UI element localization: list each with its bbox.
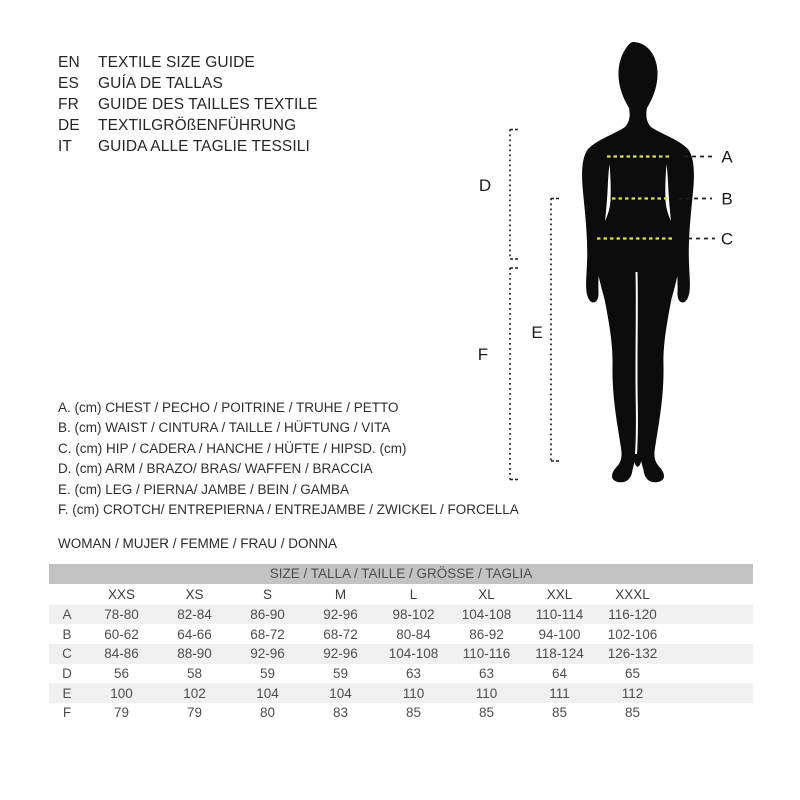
row-label: E bbox=[49, 683, 85, 703]
size-labels-row bbox=[49, 584, 753, 605]
cell: 63 bbox=[478, 666, 495, 682]
cell: 64 bbox=[551, 666, 568, 682]
cell: 83 bbox=[332, 705, 349, 721]
cell: 82-84 bbox=[158, 605, 231, 625]
cell: 86-92 bbox=[469, 626, 504, 642]
table-row-arm bbox=[49, 664, 753, 684]
arm-measure-line bbox=[479, 130, 518, 260]
lang-row-es bbox=[58, 73, 318, 94]
size-col-xxs: XXS bbox=[107, 586, 135, 602]
guide-title: GUIDE DES TAILLES TEXTILE bbox=[98, 96, 318, 113]
cell: 118-124 bbox=[523, 644, 596, 664]
cell: 111 bbox=[523, 683, 596, 703]
cell: 110 bbox=[377, 683, 450, 703]
cell: 94-100 bbox=[538, 626, 581, 642]
cell: 59 bbox=[259, 666, 276, 682]
cell: 86-90 bbox=[231, 605, 304, 625]
cell: 110-114 bbox=[523, 605, 596, 625]
cell: 85 bbox=[478, 705, 495, 721]
cell: 104 bbox=[231, 683, 304, 703]
guide-title: TEXTILGRÖßENFÜHRUNG bbox=[98, 117, 297, 134]
cell: 92-96 bbox=[231, 644, 304, 664]
cell: 100 bbox=[85, 683, 158, 703]
row-label: C bbox=[49, 644, 85, 664]
cell: 110-116 bbox=[450, 644, 523, 664]
cell: 65 bbox=[624, 666, 641, 682]
cell: 84-86 bbox=[85, 644, 158, 664]
cell: 104 bbox=[304, 683, 377, 703]
cell: 68-72 bbox=[250, 626, 285, 642]
legend-item-arm: D. (cm) ARM / BRAZO/ BRAS/ WAFFEN / BRACCIA bbox=[58, 461, 373, 477]
lang-code: FR bbox=[58, 96, 79, 113]
measure-label-d: D bbox=[478, 176, 492, 195]
cell: 85 bbox=[405, 705, 422, 721]
group-title-woman: WOMAN / MUJER / FEMME / FRAU / DONNA bbox=[58, 536, 337, 551]
lang-row-en bbox=[58, 52, 318, 73]
cell: 68-72 bbox=[323, 626, 358, 642]
cell: 60-62 bbox=[104, 626, 139, 642]
measure-label-f: F bbox=[477, 345, 489, 364]
cell: 58 bbox=[186, 666, 203, 682]
measure-label-c: C bbox=[720, 229, 734, 249]
legend-item-chest: A. (cm) CHEST / PECHO / POITRINE / TRUHE / PETTO bbox=[58, 400, 399, 415]
lang-code: IT bbox=[58, 138, 72, 155]
cell: 116-120 bbox=[596, 605, 669, 625]
lang-row-de bbox=[58, 115, 318, 136]
measure-label-a: A bbox=[721, 147, 733, 167]
size-col-xl: XL bbox=[478, 586, 495, 602]
legend-item-leg: E. (cm) LEG / PIERNA/ JAMBE / BEIN / GAMBA bbox=[58, 481, 350, 497]
legend-item-waist: B. (cm) WAIST / CINTURA / TAILLE / HÜFTUNG / VITA bbox=[58, 420, 391, 436]
guide-title: TEXTILE SIZE GUIDE bbox=[98, 54, 255, 71]
table-row-waist bbox=[49, 624, 753, 644]
cell: 104-108 bbox=[450, 605, 523, 625]
cell: 59 bbox=[332, 666, 349, 682]
size-table bbox=[49, 564, 753, 723]
size-col-xxxl: XXXL bbox=[615, 586, 650, 602]
table-row-leg bbox=[49, 683, 753, 703]
guide-title: GUIDA ALLE TAGLIE TESSILI bbox=[98, 138, 310, 155]
size-col-xxl: XXL bbox=[546, 586, 573, 602]
row-label: F bbox=[62, 705, 72, 721]
measure-label-e: E bbox=[531, 323, 543, 342]
size-col-m: M bbox=[334, 586, 347, 602]
row-label: B bbox=[62, 626, 72, 642]
cell: 98-102 bbox=[377, 605, 450, 625]
cell: 112 bbox=[596, 683, 669, 703]
cell: 56 bbox=[113, 666, 130, 682]
cell: 64-66 bbox=[177, 626, 212, 642]
row-label: A bbox=[49, 605, 85, 625]
measure-legend bbox=[58, 398, 519, 520]
cell: 80-84 bbox=[396, 626, 431, 642]
lang-row-it bbox=[58, 136, 318, 157]
cell: 63 bbox=[405, 666, 422, 682]
size-col-l: L bbox=[409, 586, 418, 602]
cell: 104-108 bbox=[377, 644, 450, 664]
cell: 88-90 bbox=[158, 644, 231, 664]
lang-code: ES bbox=[58, 75, 79, 92]
cell: 102-106 bbox=[607, 626, 658, 642]
cell: 110 bbox=[450, 683, 523, 703]
leg-measure-line bbox=[531, 199, 559, 462]
row-label: D bbox=[62, 666, 72, 682]
table-row-chest bbox=[49, 605, 753, 625]
measure-label-b: B bbox=[721, 189, 733, 209]
table-header-row bbox=[49, 564, 753, 584]
cell: 79 bbox=[113, 705, 130, 721]
cell: 85 bbox=[624, 705, 641, 721]
language-title-list bbox=[58, 52, 318, 157]
lang-code: EN bbox=[58, 54, 80, 71]
cell: 126-132 bbox=[596, 644, 669, 664]
cell: 78-80 bbox=[85, 605, 158, 625]
woman-silhouette-icon bbox=[582, 42, 694, 482]
cell: 92-96 bbox=[304, 605, 377, 625]
table-row-crotch bbox=[49, 703, 753, 723]
legend-item-hip: C. (cm) HIP / CADERA / HANCHE / HÜFTE / HIPSD. (cm) bbox=[58, 440, 407, 456]
lang-row-fr bbox=[58, 94, 318, 115]
legend-item-crotch: F. (cm) CROTCH/ ENTREPIERNA / ENTREJAMBE / ZWICKEL / FORCELLA bbox=[58, 502, 519, 518]
cell: 79 bbox=[186, 705, 203, 721]
table-header: SIZE / TALLA / TAILLE / GRÖSSE / TAGLIA bbox=[49, 564, 753, 584]
table-row-hip bbox=[49, 644, 753, 664]
lang-code: DE bbox=[58, 117, 80, 134]
cell: 85 bbox=[551, 705, 568, 721]
cell: 80 bbox=[259, 705, 276, 721]
guide-title: GUÍA DE TALLAS bbox=[98, 75, 223, 92]
size-col-xs: XS bbox=[185, 586, 204, 602]
size-col-s: S bbox=[262, 586, 272, 602]
cell: 92-96 bbox=[304, 644, 377, 664]
cell: 102 bbox=[158, 683, 231, 703]
leg-separation-line bbox=[636, 272, 637, 454]
